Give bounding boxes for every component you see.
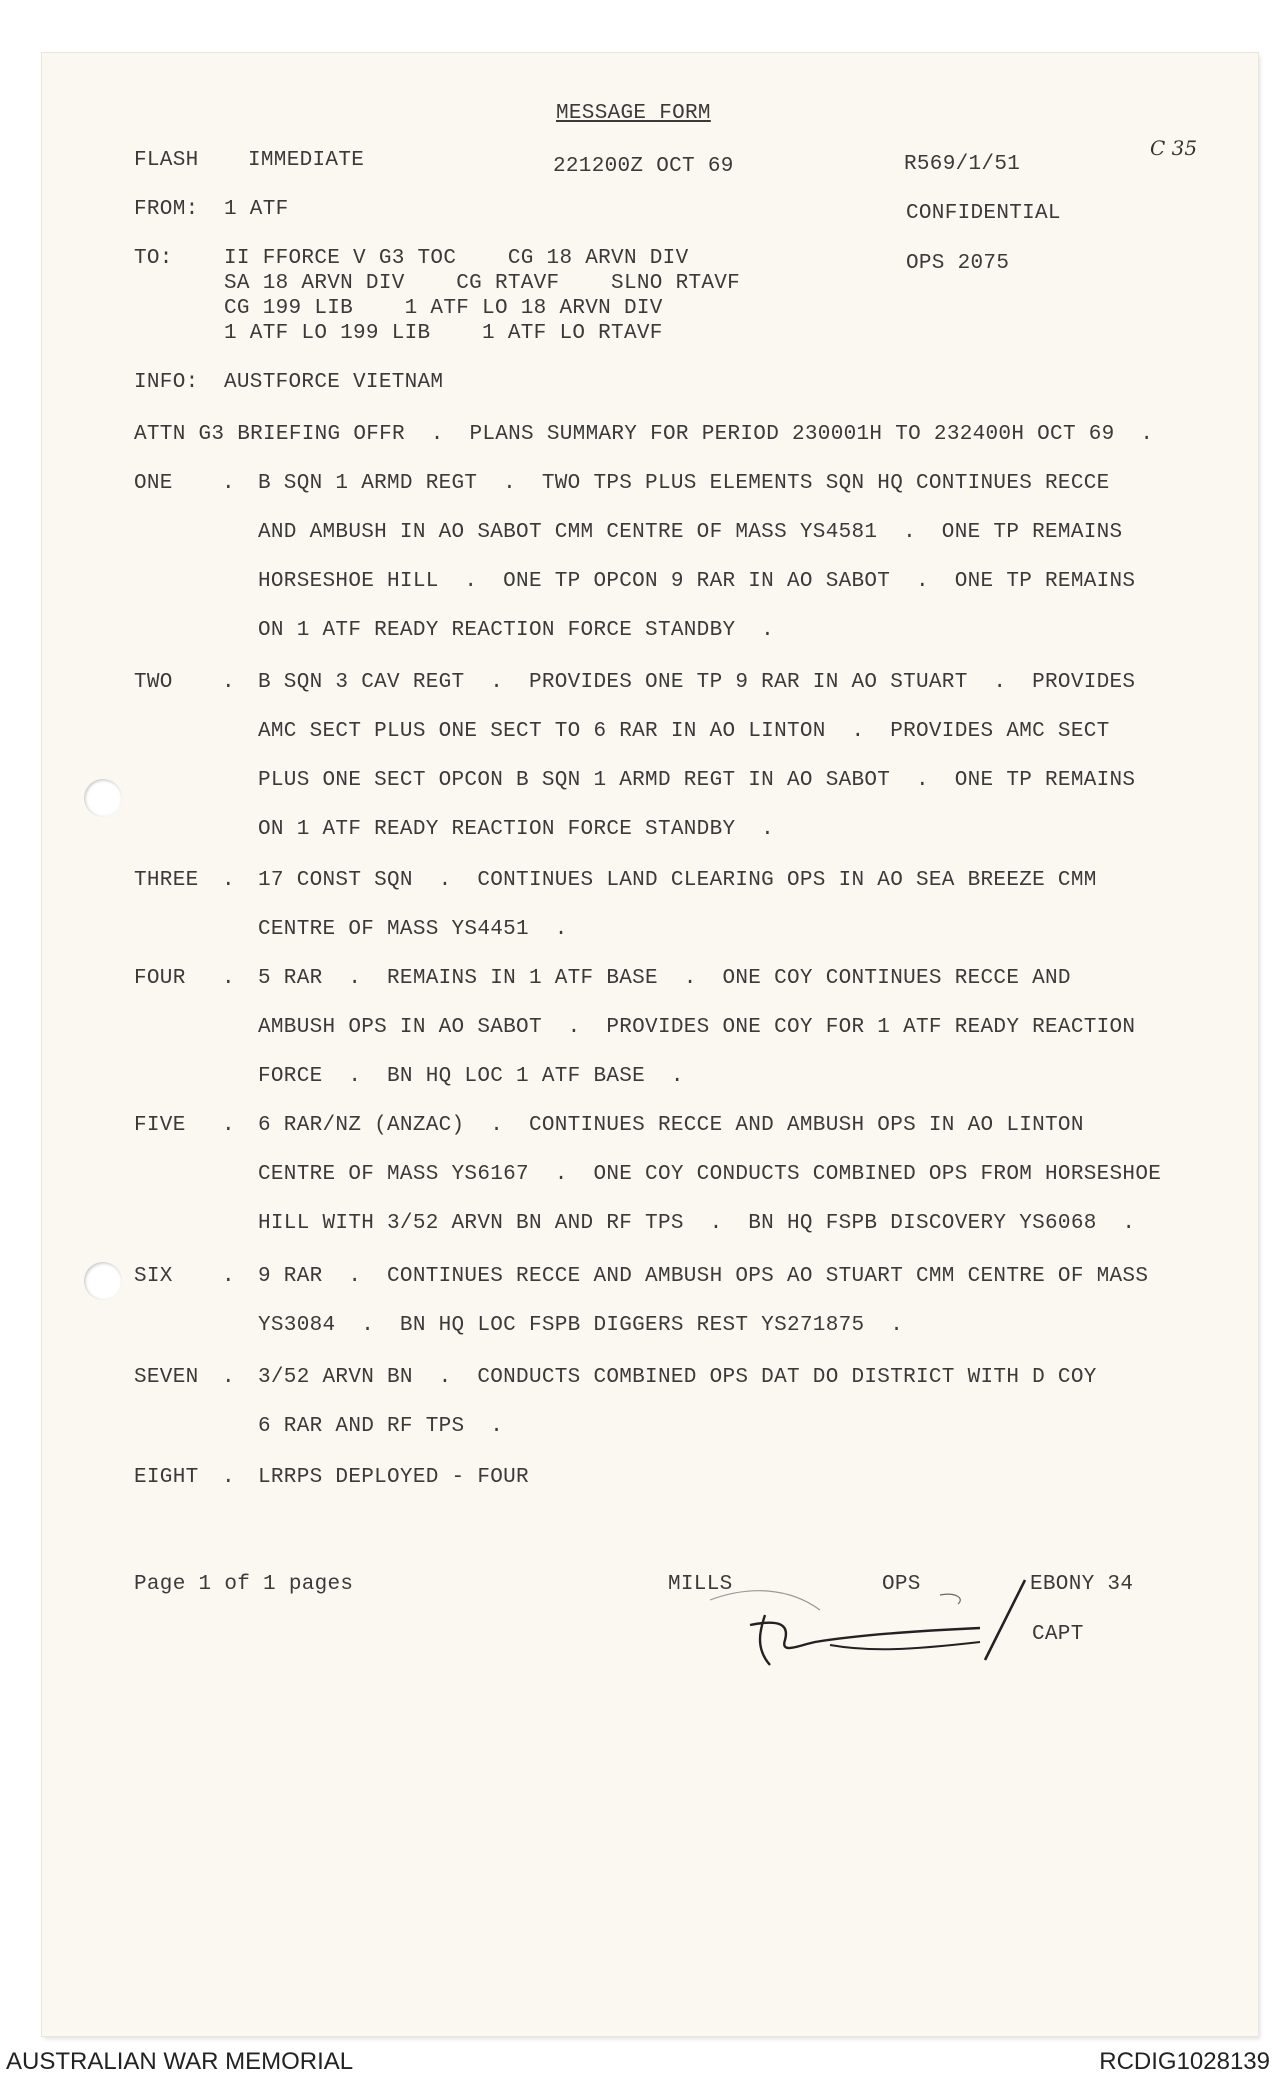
- originator-callsign: EBONY 34: [1030, 1573, 1134, 1596]
- paragraph-separator: .: [222, 472, 235, 495]
- date-time-group: 221200Z OCT 69: [553, 155, 734, 178]
- originator-branch: OPS: [882, 1573, 921, 1596]
- paragraph-separator: .: [222, 1114, 235, 1137]
- paragraph-line: 9 RAR . CONTINUES RECCE AND AMBUSH OPS AO STUART CMM CENTRE OF MASS: [258, 1265, 1149, 1288]
- to-line: SA 18 ARVN DIV CG RTAVF SLNO RTAVF: [224, 272, 741, 295]
- handwritten-signature: [690, 1570, 1040, 1680]
- classification: CONFIDENTIAL: [906, 202, 1061, 225]
- paragraph-separator: .: [222, 1366, 235, 1389]
- originator-rank: CAPT: [1032, 1623, 1084, 1646]
- paragraph-label: FIVE: [134, 1114, 186, 1137]
- paragraph-separator: .: [222, 671, 235, 694]
- paragraph-line: HORSESHOE HILL . ONE TP OPCON 9 RAR IN AO SABOT . ONE TP REMAINS: [258, 570, 1136, 593]
- to-label: TO:: [134, 247, 173, 270]
- paragraph-line: B SQN 1 ARMD REGT . TWO TPS PLUS ELEMENTS SQN HQ CONTINUES RECCE: [258, 472, 1110, 495]
- paragraph-label: EIGHT: [134, 1466, 199, 1489]
- handwritten-annotation: C 35: [1150, 136, 1198, 160]
- paragraph-label: ONE: [134, 472, 173, 495]
- paragraph-line: PLUS ONE SECT OPCON B SQN 1 ARMD REGT IN AO SABOT . ONE TP REMAINS: [258, 769, 1136, 792]
- punch-hole: [84, 1262, 122, 1300]
- archive-credit: AUSTRALIAN WAR MEMORIAL: [6, 2048, 354, 2075]
- ops-number: OPS 2075: [906, 252, 1010, 275]
- paragraph-line: FORCE . BN HQ LOC 1 ATF BASE .: [258, 1065, 684, 1088]
- paragraph-line: AND AMBUSH IN AO SABOT CMM CENTRE OF MASS YS4581 . ONE TP REMAINS: [258, 521, 1123, 544]
- message-form-sheet: [42, 53, 1258, 2036]
- paragraph-label: SEVEN: [134, 1366, 199, 1389]
- precedence-flash: FLASH: [134, 149, 199, 172]
- paragraph-label: TWO: [134, 671, 173, 694]
- reference-number: R569/1/51: [904, 153, 1021, 176]
- paragraph-line: ON 1 ATF READY REACTION FORCE STANDBY .: [258, 619, 775, 642]
- form-title: MESSAGE FORM: [556, 102, 711, 125]
- paragraph-label: THREE: [134, 869, 199, 892]
- from-value: 1 ATF: [224, 198, 289, 221]
- paragraph-line: 3/52 ARVN BN . CONDUCTS COMBINED OPS DAT DO DISTRICT WITH D COY: [258, 1366, 1097, 1389]
- attn-line: ATTN G3 BRIEFING OFFR . PLANS SUMMARY FOR PERIOD 230001H TO 232400H OCT 69 .: [134, 423, 1154, 446]
- to-line: CG 199 LIB 1 ATF LO 18 ARVN DIV: [224, 297, 663, 320]
- paragraph-separator: .: [222, 967, 235, 990]
- precedence-immediate: IMMEDIATE: [248, 149, 365, 172]
- originator-name: MILLS: [668, 1573, 733, 1596]
- from-label: FROM:: [134, 198, 199, 221]
- paragraph-line: 17 CONST SQN . CONTINUES LAND CLEARING OPS IN AO SEA BREEZE CMM: [258, 869, 1097, 892]
- paragraph-separator: .: [222, 869, 235, 892]
- paragraph-label: FOUR: [134, 967, 186, 990]
- paragraph-line: HILL WITH 3/52 ARVN BN AND RF TPS . BN HQ FSPB DISCOVERY YS6068 .: [258, 1212, 1136, 1235]
- paragraph-line: B SQN 3 CAV REGT . PROVIDES ONE TP 9 RAR IN AO STUART . PROVIDES: [258, 671, 1136, 694]
- paragraph-line: 5 RAR . REMAINS IN 1 ATF BASE . ONE COY CONTINUES RECCE AND: [258, 967, 1071, 990]
- paragraph-line: CENTRE OF MASS YS6167 . ONE COY CONDUCTS COMBINED OPS FROM HORSESHOE: [258, 1163, 1162, 1186]
- page-count: Page 1 of 1 pages: [134, 1573, 354, 1596]
- to-line: II FFORCE V G3 TOC CG 18 ARVN DIV: [224, 247, 689, 270]
- paragraph-line: 6 RAR AND RF TPS .: [258, 1415, 504, 1438]
- paragraph-line: 6 RAR/NZ (ANZAC) . CONTINUES RECCE AND AMBUSH OPS IN AO LINTON: [258, 1114, 1084, 1137]
- paragraph-line: ON 1 ATF READY REACTION FORCE STANDBY .: [258, 818, 775, 841]
- paragraph-line: AMBUSH OPS IN AO SABOT . PROVIDES ONE COY FOR 1 ATF READY REACTION: [258, 1016, 1136, 1039]
- paragraph-separator: .: [222, 1265, 235, 1288]
- archive-reference: RCDIG1028139: [1099, 2048, 1270, 2075]
- paragraph-label: SIX: [134, 1265, 173, 1288]
- info-label: INFO:: [134, 371, 199, 394]
- info-value: AUSTFORCE VIETNAM: [224, 371, 444, 394]
- paragraph-separator: .: [222, 1466, 235, 1489]
- to-line: 1 ATF LO 199 LIB 1 ATF LO RTAVF: [224, 322, 663, 345]
- punch-hole: [84, 779, 122, 817]
- paragraph-line: CENTRE OF MASS YS4451 .: [258, 918, 568, 941]
- paragraph-line: LRRPS DEPLOYED - FOUR: [258, 1466, 529, 1489]
- paragraph-line: YS3084 . BN HQ LOC FSPB DIGGERS REST YS271875 .: [258, 1314, 904, 1337]
- paragraph-line: AMC SECT PLUS ONE SECT TO 6 RAR IN AO LINTON . PROVIDES AMC SECT: [258, 720, 1110, 743]
